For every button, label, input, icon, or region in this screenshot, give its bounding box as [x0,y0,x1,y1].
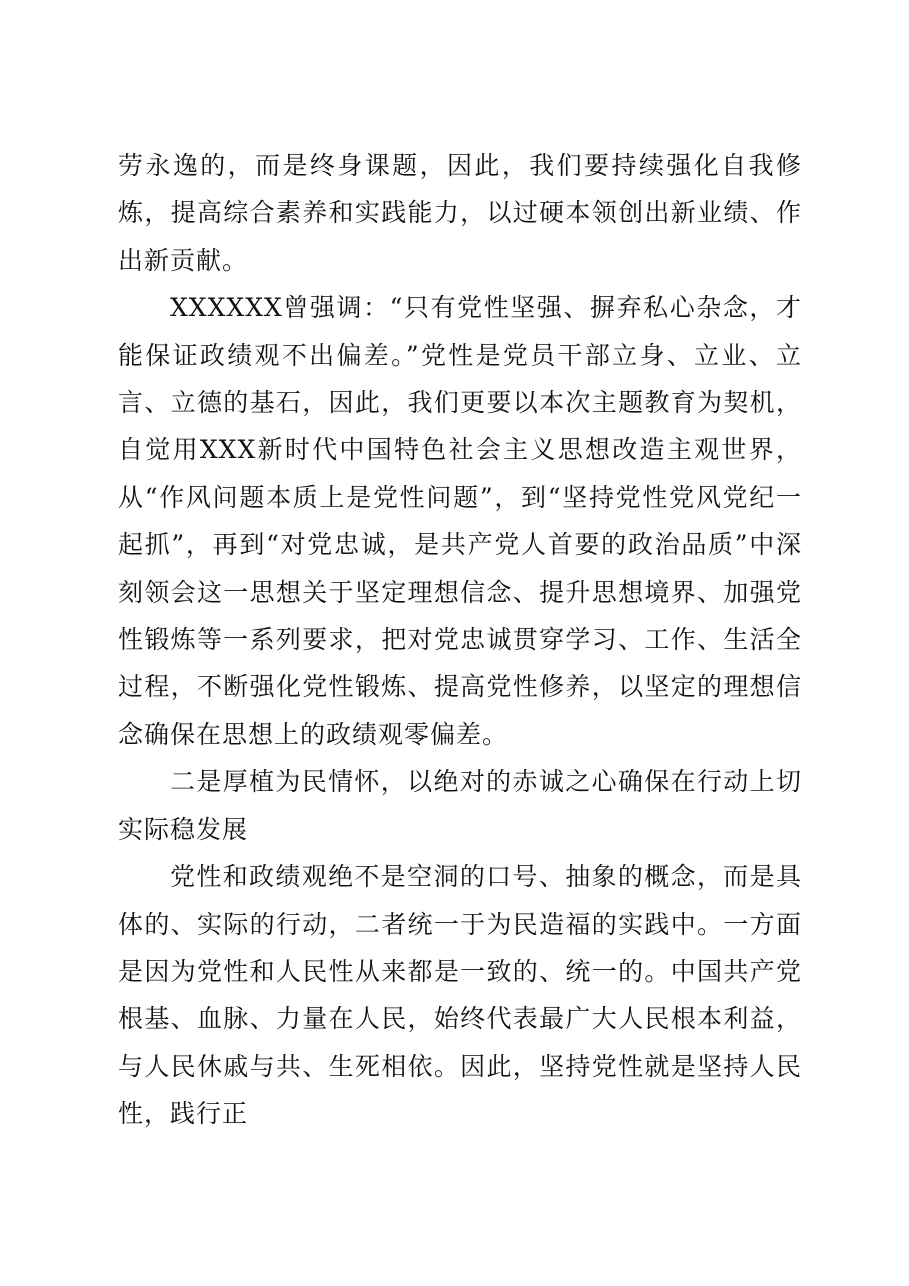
section-heading-two: 二是厚植为民情怀，以绝对的赤诚之心确保在行动上切实际稳发展 [118,767,802,844]
document-body [118,142,802,1138]
paragraph-people-orientation: 党性和政绩观绝不是空洞的口号、抽象的概念，而是具体的、实际的行动，二者统一于为民造福的实践中。一方面是因为党性和人民性从来都是一致的、统一的。中国共产党根基、血脉、力量在人民，始终代表最广大人民根本利益，与人民休戚与共、生死相依。因此，坚持党性就是坚持人民性，践行正 [118,862,802,1129]
paragraph-continuation: 劳永逸的，而是终身课题，因此，我们要持续强化自我修炼，提高综合素养和实践能力，以过硬本领创出新业绩、作出新贡献。 [118,151,802,275]
paragraph-quote-party-spirit: XXXXXX曾强调：“只有党性坚强、摒弃私心杂念，才能保证政绩观不出偏差。”党性是党员干部立身、立业、立言、立德的基石，因此，我们更要以本次主题教育为契机，自觉用XXX新时代中国特色社会主义思想改造主观世界，从“作风问题本质上是党性问题”，到“坚持党性党风党纪一起抓”，再到“对党忠诚，是共产党人首要的政治品质”中深刻领会这一思想关于坚定理想信念、提升思想境界、加强党性锻炼等一系列要求，把对党忠诚贯穿学习、工作、生活全过程，不断强化党性锻炼、提高党性修养，以坚定的理想信念确保在思想上的政绩观零偏差。 [118,293,802,749]
